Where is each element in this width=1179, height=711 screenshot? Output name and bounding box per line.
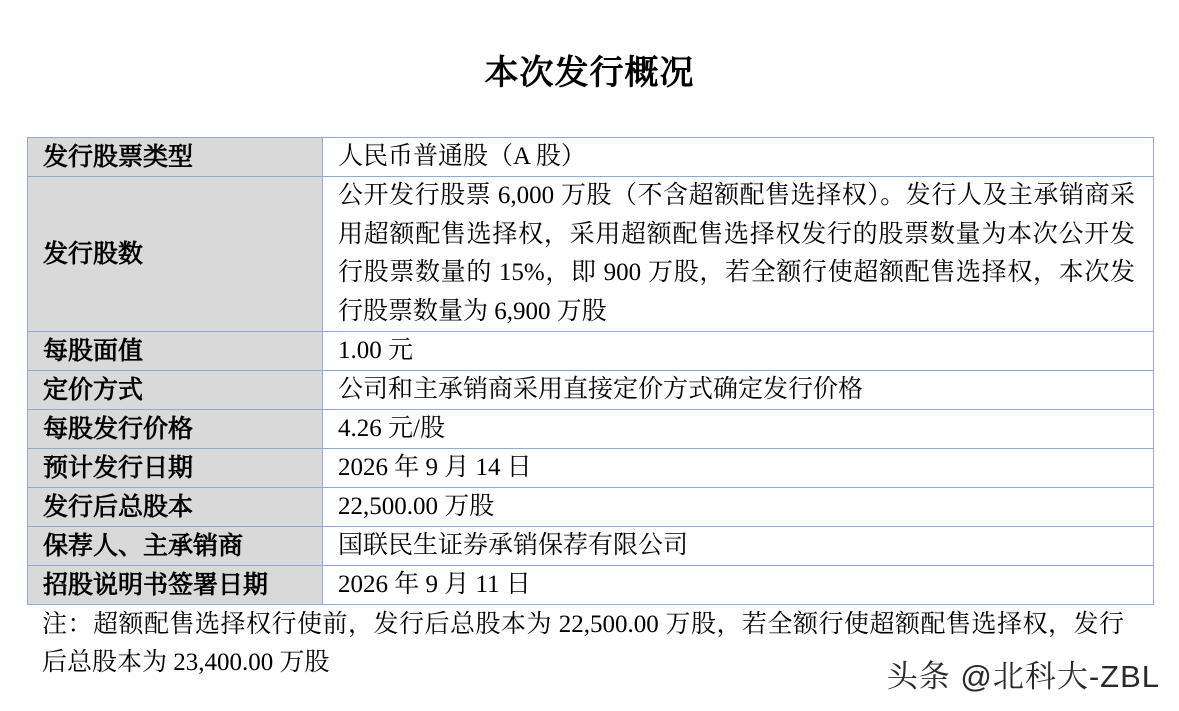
row-label: 保荐人、主承销商 (28, 527, 323, 566)
row-prospectus-sign-date (28, 566, 1154, 605)
page-title: 本次发行概况 (484, 54, 695, 92)
row-value: 人民币普通股（A 股） (323, 138, 1154, 177)
row-pricing-method (28, 371, 1154, 410)
row-label: 每股面值 (28, 332, 323, 371)
row-label: 每股发行价格 (28, 410, 323, 449)
footnote: 注：超额配售选择权行使前，发行后总股本为 22,500.00 万股，若全额行使超额配售选择权，发行后总股本为 23,400.00 万股 (42, 611, 1124, 676)
row-label: 招股说明书签署日期 (28, 566, 323, 605)
row-par-value (28, 332, 1154, 371)
row-value: 4.26 元/股 (323, 410, 1154, 449)
row-issue-price (28, 410, 1154, 449)
row-share-count (28, 177, 1154, 332)
watermark: 头条 @北科大-ZBL (886, 659, 1160, 694)
row-label: 发行后总股本 (28, 488, 323, 527)
row-value: 国联民生证券承销保荐有限公司 (323, 527, 1154, 566)
row-label: 预计发行日期 (28, 449, 323, 488)
row-label: 发行股票类型 (28, 138, 323, 177)
row-sponsor-underwriter (28, 527, 1154, 566)
row-value: 1.00 元 (323, 332, 1154, 371)
row-value: 公开发行股票 6,000 万股（不含超额配售选择权）。发行人及主承销商采用超额配售选择权，采用超额配售选择权发行的股票数量为本次公开发行股票数量的 15%，即 900 万股，若全额行使超额配售选择权，本次发行股票数量为 6,900 万股 (338, 182, 1135, 325)
row-share-type (28, 138, 1154, 177)
row-value: 2026 年 9 月 11 日 (323, 566, 1154, 605)
row-value: 公司和主承销商采用直接定价方式确定发行价格 (323, 371, 1154, 410)
row-value-cell (323, 177, 1154, 332)
row-label: 定价方式 (28, 371, 323, 410)
row-total-shares (28, 488, 1154, 527)
row-issue-date (28, 449, 1154, 488)
row-value: 22,500.00 万股 (323, 488, 1154, 527)
row-label: 发行股数 (28, 177, 323, 332)
offering-overview-table (27, 137, 1154, 605)
row-value: 2026 年 9 月 14 日 (323, 449, 1154, 488)
